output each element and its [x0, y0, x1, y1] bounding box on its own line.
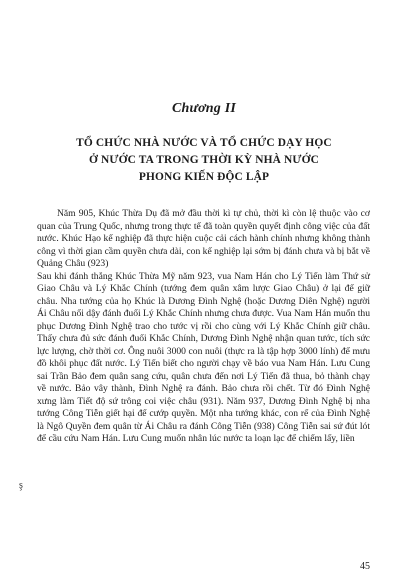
margin-mark: ş — [19, 480, 23, 491]
chapter-label: Chương II — [171, 101, 236, 116]
body-text — [37, 208, 370, 446]
title-line-1: TỔ CHỨC NHÀ NƯỚC VÀ TỔ CHỨC DẠY HỌC — [76, 137, 332, 149]
chapter-title — [30, 135, 378, 186]
title-line-3: PHONG KIẾN ĐỘC LẬP — [138, 171, 270, 183]
title-line-2: Ở NƯỚC TA TRONG THỜI KỲ NHÀ NƯỚC — [89, 154, 319, 166]
paragraph-1: Năm 905, Khúc Thừa Dụ đã mở đầu thời kì tự chủ, thời kì còn lệ thuộc vào cơ quan của Trung Quốc, nhưng trong thực tế đã toàn quyền quyết định công việc của đất nước. Khúc Hạo kế nghiệp đã thực hiện cuộc cải cách hành chính nhưng không thành công vì thời gian cầm quyền chưa dài, con kế nghiệp lại sớm bị đánh chưa và bị bắt về Quảng Châu (923) — [37, 208, 370, 269]
paragraph-2: Sau khi đánh thắng Khúc Thừa Mỹ năm 923, vua Nam Hán cho Lý Tiến làm Thứ sử Giao Châu và Lý Khắc Chính (tướng đem quân xâm lược Giao Châu) ở lại để giữ châu. Nha tướng của họ Khúc là Dương Đình Nghệ (hoặc Dương Diên Nghệ) người Ái Châu nổi dậy đánh đuổi Lý Khắc Chính nhưng chưa được. Vua Nam Hán muốn thu phục Dương Đình Nghệ trao cho tước vị rồi cho cùng với Lý Khắc Chính giữ châu. Thấy chưa đủ sức đánh đuổi Khắc Chính, Dương Đình Nghệ nhận quan tước, tích sức lực lượng, chờ thời cơ. Ông nuôi 3000 con nuôi (thực ra là tập hợp 3000 lính) để mưu đồ khôi phục đất nước. Lý Tiến biết cho người chạy về báo vua Nam Hán. Lưu Cung sai Trần Bảo đem quân sang cứu, quân chưa đến nơi Lý Tiến đã thua, bỏ thành chạy về nước. Bảo vây thành, Đình Nghệ ra đánh. Bảo chưa rồi chết. Từ đó Đình Nghệ xưng làm Tiết độ sứ trông coi việc châu (931). Năm 937, Dương Đình Nghệ bị nha tướng Công Tiễn giết hại để cướp quyền. Một nha tướng khác, con rể của Đình Nghệ là Ngô Quyền đem quân từ Ái Châu ra đánh Công Tiễn (938) Công Tiễn sai sứ đút lót để cầu cứu Nam Hán. Lưu Cung muốn nhân lúc nước ta loạn lạc để chiếm lấy, liền — [37, 270, 370, 444]
page-number: 45 — [360, 561, 370, 572]
